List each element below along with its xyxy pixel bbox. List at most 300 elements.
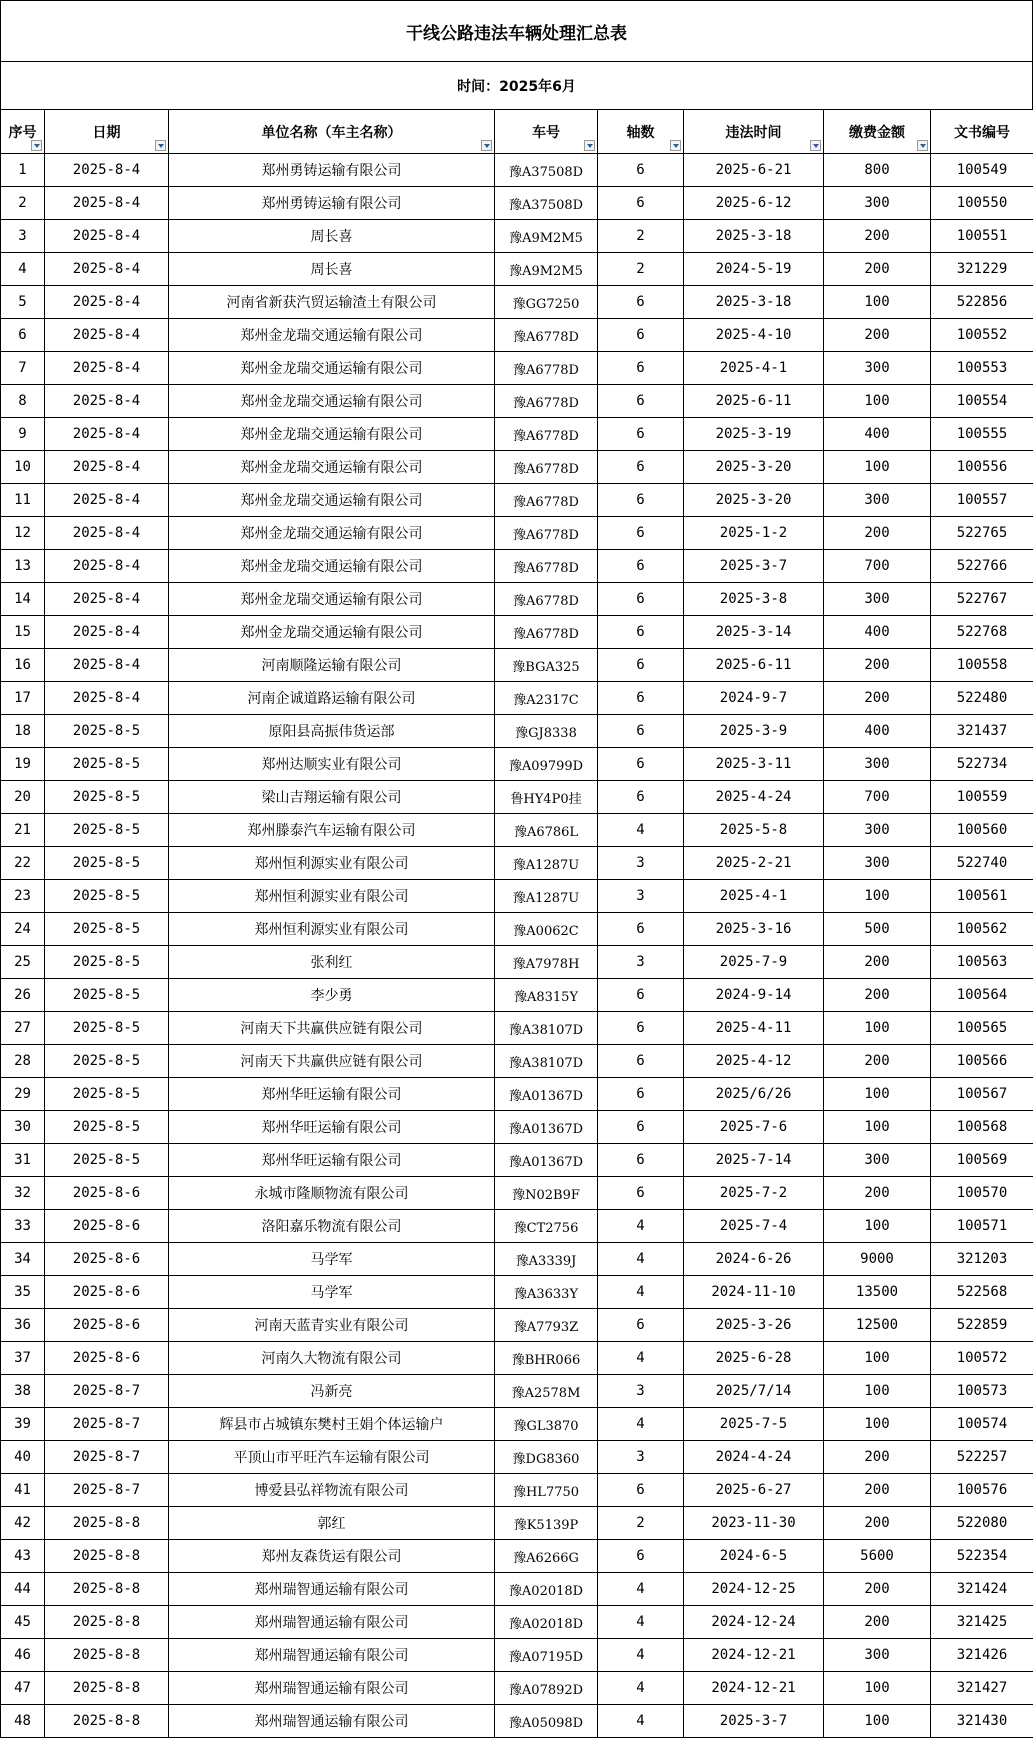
row-owner-cell[interactable]: 马学军 bbox=[169, 1276, 495, 1309]
row-doc-no-cell[interactable]: 100563 bbox=[931, 946, 1033, 979]
row-plate-cell[interactable]: 豫A6778D bbox=[495, 517, 598, 550]
row-doc-no-cell[interactable]: 522859 bbox=[931, 1309, 1033, 1342]
row-owner-cell[interactable]: 郑州瑞智通运输有限公司 bbox=[169, 1705, 495, 1738]
row-doc-no-cell[interactable]: 321424 bbox=[931, 1573, 1033, 1606]
row-date-cell[interactable]: 2025-8-5 bbox=[45, 814, 169, 847]
row-axles-cell[interactable]: 6 bbox=[598, 1078, 684, 1111]
row-violation-time-cell[interactable]: 2024-9-14 bbox=[684, 979, 824, 1012]
row-violation-time-cell[interactable]: 2024-12-25 bbox=[684, 1573, 824, 1606]
row-amount-cell[interactable]: 100 bbox=[824, 880, 931, 913]
row-axles-cell[interactable]: 2 bbox=[598, 253, 684, 286]
row-plate-cell[interactable]: 豫A01367D bbox=[495, 1144, 598, 1177]
row-violation-time-cell[interactable]: 2025-7-14 bbox=[684, 1144, 824, 1177]
row-owner-cell[interactable]: 博爱县弘祥物流有限公司 bbox=[169, 1474, 495, 1507]
row-axles-cell[interactable]: 6 bbox=[598, 748, 684, 781]
row-amount-cell[interactable]: 100 bbox=[824, 1111, 931, 1144]
row-amount-cell[interactable]: 200 bbox=[824, 1177, 931, 1210]
row-amount-cell[interactable]: 800 bbox=[824, 154, 931, 187]
row-date-cell[interactable]: 2025-8-8 bbox=[45, 1705, 169, 1738]
row-date-cell[interactable]: 2025-8-4 bbox=[45, 616, 169, 649]
row-plate-cell[interactable]: 豫A6778D bbox=[495, 583, 598, 616]
row-index-cell[interactable]: 11 bbox=[1, 484, 45, 517]
row-violation-time-cell[interactable]: 2024-12-21 bbox=[684, 1639, 824, 1672]
row-index-cell[interactable]: 10 bbox=[1, 451, 45, 484]
row-index-cell[interactable]: 24 bbox=[1, 913, 45, 946]
row-doc-no-cell[interactable]: 100572 bbox=[931, 1342, 1033, 1375]
row-date-cell[interactable]: 2025-8-5 bbox=[45, 946, 169, 979]
row-amount-cell[interactable]: 200 bbox=[824, 1573, 931, 1606]
row-date-cell[interactable]: 2025-8-4 bbox=[45, 385, 169, 418]
row-doc-no-cell[interactable]: 100561 bbox=[931, 880, 1033, 913]
row-axles-cell[interactable]: 6 bbox=[598, 715, 684, 748]
row-amount-cell[interactable]: 300 bbox=[824, 1639, 931, 1672]
row-violation-time-cell[interactable]: 2025-7-4 bbox=[684, 1210, 824, 1243]
row-date-cell[interactable]: 2025-8-5 bbox=[45, 715, 169, 748]
row-plate-cell[interactable]: 豫BHR066 bbox=[495, 1342, 598, 1375]
row-date-cell[interactable]: 2025-8-6 bbox=[45, 1276, 169, 1309]
row-doc-no-cell[interactable]: 522767 bbox=[931, 583, 1033, 616]
row-date-cell[interactable]: 2025-8-4 bbox=[45, 286, 169, 319]
row-date-cell[interactable]: 2025-8-7 bbox=[45, 1375, 169, 1408]
row-violation-time-cell[interactable]: 2025-6-11 bbox=[684, 649, 824, 682]
row-doc-no-cell[interactable]: 100555 bbox=[931, 418, 1033, 451]
row-violation-time-cell[interactable]: 2025-3-7 bbox=[684, 1705, 824, 1738]
row-index-cell[interactable]: 42 bbox=[1, 1507, 45, 1540]
row-owner-cell[interactable]: 永城市隆顺物流有限公司 bbox=[169, 1177, 495, 1210]
row-doc-no-cell[interactable]: 522480 bbox=[931, 682, 1033, 715]
row-amount-cell[interactable]: 300 bbox=[824, 814, 931, 847]
row-amount-cell[interactable]: 300 bbox=[824, 748, 931, 781]
row-amount-cell[interactable]: 300 bbox=[824, 583, 931, 616]
row-date-cell[interactable]: 2025-8-5 bbox=[45, 748, 169, 781]
row-plate-cell[interactable]: 豫A2317C bbox=[495, 682, 598, 715]
row-violation-time-cell[interactable]: 2024-11-10 bbox=[684, 1276, 824, 1309]
row-index-cell[interactable]: 28 bbox=[1, 1045, 45, 1078]
row-doc-no-cell[interactable]: 522354 bbox=[931, 1540, 1033, 1573]
row-amount-cell[interactable]: 200 bbox=[824, 649, 931, 682]
row-plate-cell[interactable]: 豫A3339J bbox=[495, 1243, 598, 1276]
row-doc-no-cell[interactable]: 522856 bbox=[931, 286, 1033, 319]
row-axles-cell[interactable]: 6 bbox=[598, 517, 684, 550]
row-axles-cell[interactable]: 6 bbox=[598, 583, 684, 616]
row-axles-cell[interactable]: 6 bbox=[598, 550, 684, 583]
row-owner-cell[interactable]: 郑州金龙瑞交通运输有限公司 bbox=[169, 616, 495, 649]
row-axles-cell[interactable]: 6 bbox=[598, 319, 684, 352]
row-doc-no-cell[interactable]: 100562 bbox=[931, 913, 1033, 946]
row-axles-cell[interactable]: 3 bbox=[598, 847, 684, 880]
row-doc-no-cell[interactable]: 522768 bbox=[931, 616, 1033, 649]
row-index-cell[interactable]: 14 bbox=[1, 583, 45, 616]
row-amount-cell[interactable]: 300 bbox=[824, 1144, 931, 1177]
row-doc-no-cell[interactable]: 522765 bbox=[931, 517, 1033, 550]
row-violation-time-cell[interactable]: 2025-6-12 bbox=[684, 187, 824, 220]
row-doc-no-cell[interactable]: 100550 bbox=[931, 187, 1033, 220]
row-plate-cell[interactable]: 豫K5139P bbox=[495, 1507, 598, 1540]
row-amount-cell[interactable]: 400 bbox=[824, 616, 931, 649]
row-axles-cell[interactable]: 6 bbox=[598, 1012, 684, 1045]
row-date-cell[interactable]: 2025-8-4 bbox=[45, 550, 169, 583]
row-date-cell[interactable]: 2025-8-4 bbox=[45, 253, 169, 286]
filter-dropdown-icon[interactable] bbox=[584, 140, 595, 151]
row-plate-cell[interactable]: 豫A6778D bbox=[495, 484, 598, 517]
row-plate-cell[interactable]: 豫A38107D bbox=[495, 1012, 598, 1045]
row-plate-cell[interactable]: 豫A02018D bbox=[495, 1573, 598, 1606]
row-date-cell[interactable]: 2025-8-5 bbox=[45, 1078, 169, 1111]
row-index-cell[interactable]: 32 bbox=[1, 1177, 45, 1210]
row-doc-no-cell[interactable]: 100566 bbox=[931, 1045, 1033, 1078]
row-doc-no-cell[interactable]: 100569 bbox=[931, 1144, 1033, 1177]
row-axles-cell[interactable]: 3 bbox=[598, 1375, 684, 1408]
row-owner-cell[interactable]: 郑州瑞智通运输有限公司 bbox=[169, 1606, 495, 1639]
row-doc-no-cell[interactable]: 321229 bbox=[931, 253, 1033, 286]
row-plate-cell[interactable]: 豫A9M2M5 bbox=[495, 220, 598, 253]
row-doc-no-cell[interactable]: 100574 bbox=[931, 1408, 1033, 1441]
row-index-cell[interactable]: 39 bbox=[1, 1408, 45, 1441]
row-owner-cell[interactable]: 郑州华旺运输有限公司 bbox=[169, 1078, 495, 1111]
row-index-cell[interactable]: 12 bbox=[1, 517, 45, 550]
row-axles-cell[interactable]: 3 bbox=[598, 1441, 684, 1474]
row-index-cell[interactable]: 13 bbox=[1, 550, 45, 583]
row-amount-cell[interactable]: 300 bbox=[824, 187, 931, 220]
row-amount-cell[interactable]: 12500 bbox=[824, 1309, 931, 1342]
row-plate-cell[interactable]: 豫A0062C bbox=[495, 913, 598, 946]
row-violation-time-cell[interactable]: 2023-11-30 bbox=[684, 1507, 824, 1540]
row-axles-cell[interactable]: 4 bbox=[598, 1705, 684, 1738]
row-axles-cell[interactable]: 6 bbox=[598, 1144, 684, 1177]
row-index-cell[interactable]: 22 bbox=[1, 847, 45, 880]
row-owner-cell[interactable]: 郑州滕泰汽车运输有限公司 bbox=[169, 814, 495, 847]
row-date-cell[interactable]: 2025-8-8 bbox=[45, 1672, 169, 1705]
row-violation-time-cell[interactable]: 2025-1-2 bbox=[684, 517, 824, 550]
filter-dropdown-icon[interactable] bbox=[481, 140, 492, 151]
row-date-cell[interactable]: 2025-8-4 bbox=[45, 352, 169, 385]
row-amount-cell[interactable]: 100 bbox=[824, 1705, 931, 1738]
row-owner-cell[interactable]: 郑州达顺实业有限公司 bbox=[169, 748, 495, 781]
row-doc-no-cell[interactable]: 100557 bbox=[931, 484, 1033, 517]
row-index-cell[interactable]: 43 bbox=[1, 1540, 45, 1573]
row-owner-cell[interactable]: 河南企诚道路运输有限公司 bbox=[169, 682, 495, 715]
filter-dropdown-icon[interactable] bbox=[31, 140, 42, 151]
row-plate-cell[interactable]: 豫HL7750 bbox=[495, 1474, 598, 1507]
row-axles-cell[interactable]: 6 bbox=[598, 913, 684, 946]
row-violation-time-cell[interactable]: 2025-6-21 bbox=[684, 154, 824, 187]
row-violation-time-cell[interactable]: 2025/7/14 bbox=[684, 1375, 824, 1408]
row-axles-cell[interactable]: 6 bbox=[598, 418, 684, 451]
row-violation-time-cell[interactable]: 2024-12-21 bbox=[684, 1672, 824, 1705]
row-date-cell[interactable]: 2025-8-6 bbox=[45, 1210, 169, 1243]
row-amount-cell[interactable]: 100 bbox=[824, 286, 931, 319]
row-plate-cell[interactable]: 豫A7793Z bbox=[495, 1309, 598, 1342]
row-axles-cell[interactable]: 6 bbox=[598, 286, 684, 319]
row-axles-cell[interactable]: 6 bbox=[598, 1540, 684, 1573]
row-amount-cell[interactable]: 200 bbox=[824, 517, 931, 550]
filter-dropdown-icon[interactable] bbox=[810, 140, 821, 151]
row-violation-time-cell[interactable]: 2024-12-24 bbox=[684, 1606, 824, 1639]
row-violation-time-cell[interactable]: 2025-3-19 bbox=[684, 418, 824, 451]
row-plate-cell[interactable]: 豫A8315Y bbox=[495, 979, 598, 1012]
row-violation-time-cell[interactable]: 2025-3-14 bbox=[684, 616, 824, 649]
row-violation-time-cell[interactable]: 2025-6-27 bbox=[684, 1474, 824, 1507]
row-plate-cell[interactable]: 豫A6266G bbox=[495, 1540, 598, 1573]
row-plate-cell[interactable]: 豫A6778D bbox=[495, 319, 598, 352]
row-date-cell[interactable]: 2025-8-4 bbox=[45, 517, 169, 550]
row-owner-cell[interactable]: 郑州瑞智通运输有限公司 bbox=[169, 1573, 495, 1606]
row-plate-cell[interactable]: 豫A6778D bbox=[495, 616, 598, 649]
row-violation-time-cell[interactable]: 2024-9-7 bbox=[684, 682, 824, 715]
row-axles-cell[interactable]: 6 bbox=[598, 154, 684, 187]
row-axles-cell[interactable]: 4 bbox=[598, 814, 684, 847]
row-index-cell[interactable]: 4 bbox=[1, 253, 45, 286]
row-owner-cell[interactable]: 郑州金龙瑞交通运输有限公司 bbox=[169, 418, 495, 451]
row-index-cell[interactable]: 2 bbox=[1, 187, 45, 220]
row-date-cell[interactable]: 2025-8-6 bbox=[45, 1243, 169, 1276]
row-doc-no-cell[interactable]: 522734 bbox=[931, 748, 1033, 781]
row-index-cell[interactable]: 1 bbox=[1, 154, 45, 187]
row-doc-no-cell[interactable]: 100554 bbox=[931, 385, 1033, 418]
row-violation-time-cell[interactable]: 2025-4-12 bbox=[684, 1045, 824, 1078]
row-doc-no-cell[interactable]: 100564 bbox=[931, 979, 1033, 1012]
row-axles-cell[interactable]: 3 bbox=[598, 880, 684, 913]
row-axles-cell[interactable]: 2 bbox=[598, 1507, 684, 1540]
row-doc-no-cell[interactable]: 522568 bbox=[931, 1276, 1033, 1309]
row-owner-cell[interactable]: 郑州友森货运有限公司 bbox=[169, 1540, 495, 1573]
row-index-cell[interactable]: 36 bbox=[1, 1309, 45, 1342]
row-owner-cell[interactable]: 冯新亮 bbox=[169, 1375, 495, 1408]
row-plate-cell[interactable]: 豫DG8360 bbox=[495, 1441, 598, 1474]
row-axles-cell[interactable]: 6 bbox=[598, 484, 684, 517]
row-owner-cell[interactable]: 河南省新获汽贸运输渣土有限公司 bbox=[169, 286, 495, 319]
row-amount-cell[interactable]: 5600 bbox=[824, 1540, 931, 1573]
row-doc-no-cell[interactable]: 321437 bbox=[931, 715, 1033, 748]
row-axles-cell[interactable]: 6 bbox=[598, 1474, 684, 1507]
row-owner-cell[interactable]: 梁山吉翔运输有限公司 bbox=[169, 781, 495, 814]
row-amount-cell[interactable]: 700 bbox=[824, 781, 931, 814]
row-amount-cell[interactable]: 500 bbox=[824, 913, 931, 946]
row-amount-cell[interactable]: 200 bbox=[824, 979, 931, 1012]
row-plate-cell[interactable]: 豫A07195D bbox=[495, 1639, 598, 1672]
row-owner-cell[interactable]: 郑州勇铸运输有限公司 bbox=[169, 187, 495, 220]
row-date-cell[interactable]: 2025-8-5 bbox=[45, 1144, 169, 1177]
row-violation-time-cell[interactable]: 2025-6-28 bbox=[684, 1342, 824, 1375]
row-plate-cell[interactable]: 豫A02018D bbox=[495, 1606, 598, 1639]
row-violation-time-cell[interactable]: 2024-5-19 bbox=[684, 253, 824, 286]
row-violation-time-cell[interactable]: 2025-7-9 bbox=[684, 946, 824, 979]
row-date-cell[interactable]: 2025-8-4 bbox=[45, 319, 169, 352]
row-index-cell[interactable]: 37 bbox=[1, 1342, 45, 1375]
row-index-cell[interactable]: 33 bbox=[1, 1210, 45, 1243]
row-owner-cell[interactable]: 郭红 bbox=[169, 1507, 495, 1540]
row-axles-cell[interactable]: 4 bbox=[598, 1672, 684, 1705]
row-index-cell[interactable]: 34 bbox=[1, 1243, 45, 1276]
row-doc-no-cell[interactable]: 522257 bbox=[931, 1441, 1033, 1474]
row-plate-cell[interactable]: 豫A6786L bbox=[495, 814, 598, 847]
row-violation-time-cell[interactable]: 2025-7-2 bbox=[684, 1177, 824, 1210]
row-axles-cell[interactable]: 4 bbox=[598, 1210, 684, 1243]
row-date-cell[interactable]: 2025-8-8 bbox=[45, 1573, 169, 1606]
row-owner-cell[interactable]: 郑州金龙瑞交通运输有限公司 bbox=[169, 517, 495, 550]
row-doc-no-cell[interactable]: 100576 bbox=[931, 1474, 1033, 1507]
row-amount-cell[interactable]: 300 bbox=[824, 847, 931, 880]
row-doc-no-cell[interactable]: 100556 bbox=[931, 451, 1033, 484]
row-plate-cell[interactable]: 豫A38107D bbox=[495, 1045, 598, 1078]
row-owner-cell[interactable]: 郑州恒利源实业有限公司 bbox=[169, 913, 495, 946]
row-axles-cell[interactable]: 6 bbox=[598, 1309, 684, 1342]
row-amount-cell[interactable]: 100 bbox=[824, 1672, 931, 1705]
row-amount-cell[interactable]: 13500 bbox=[824, 1276, 931, 1309]
row-amount-cell[interactable]: 100 bbox=[824, 1375, 931, 1408]
row-date-cell[interactable]: 2025-8-5 bbox=[45, 1012, 169, 1045]
row-doc-no-cell[interactable]: 100571 bbox=[931, 1210, 1033, 1243]
row-plate-cell[interactable]: 豫A05098D bbox=[495, 1705, 598, 1738]
row-violation-time-cell[interactable]: 2025-3-11 bbox=[684, 748, 824, 781]
row-plate-cell[interactable]: 豫A6778D bbox=[495, 352, 598, 385]
row-plate-cell[interactable]: 豫A6778D bbox=[495, 451, 598, 484]
row-plate-cell[interactable]: 豫A2578M bbox=[495, 1375, 598, 1408]
row-owner-cell[interactable]: 辉县市占城镇东樊村王娟个体运输户 bbox=[169, 1408, 495, 1441]
row-violation-time-cell[interactable]: 2024-4-24 bbox=[684, 1441, 824, 1474]
row-axles-cell[interactable]: 4 bbox=[598, 1606, 684, 1639]
row-index-cell[interactable]: 21 bbox=[1, 814, 45, 847]
row-index-cell[interactable]: 17 bbox=[1, 682, 45, 715]
row-plate-cell[interactable]: 豫A07892D bbox=[495, 1672, 598, 1705]
row-doc-no-cell[interactable]: 321430 bbox=[931, 1705, 1033, 1738]
row-owner-cell[interactable]: 原阳县高振伟货运部 bbox=[169, 715, 495, 748]
row-date-cell[interactable]: 2025-8-4 bbox=[45, 649, 169, 682]
row-index-cell[interactable]: 15 bbox=[1, 616, 45, 649]
row-plate-cell[interactable]: 豫GL3870 bbox=[495, 1408, 598, 1441]
row-axles-cell[interactable]: 6 bbox=[598, 352, 684, 385]
row-owner-cell[interactable]: 郑州金龙瑞交通运输有限公司 bbox=[169, 451, 495, 484]
row-index-cell[interactable]: 47 bbox=[1, 1672, 45, 1705]
row-violation-time-cell[interactable]: 2025/6/26 bbox=[684, 1078, 824, 1111]
row-violation-time-cell[interactable]: 2025-3-8 bbox=[684, 583, 824, 616]
row-owner-cell[interactable]: 郑州金龙瑞交通运输有限公司 bbox=[169, 550, 495, 583]
row-axles-cell[interactable]: 6 bbox=[598, 1111, 684, 1144]
row-violation-time-cell[interactable]: 2025-4-11 bbox=[684, 1012, 824, 1045]
row-violation-time-cell[interactable]: 2025-7-6 bbox=[684, 1111, 824, 1144]
row-date-cell[interactable]: 2025-8-4 bbox=[45, 451, 169, 484]
row-plate-cell[interactable]: 豫N02B9F bbox=[495, 1177, 598, 1210]
row-amount-cell[interactable]: 700 bbox=[824, 550, 931, 583]
row-amount-cell[interactable]: 400 bbox=[824, 715, 931, 748]
row-axles-cell[interactable]: 3 bbox=[598, 946, 684, 979]
row-plate-cell[interactable]: 豫A9M2M5 bbox=[495, 253, 598, 286]
row-doc-no-cell[interactable]: 321203 bbox=[931, 1243, 1033, 1276]
row-owner-cell[interactable]: 河南顺隆运输有限公司 bbox=[169, 649, 495, 682]
row-amount-cell[interactable]: 100 bbox=[824, 1210, 931, 1243]
row-amount-cell[interactable]: 200 bbox=[824, 253, 931, 286]
row-owner-cell[interactable]: 郑州金龙瑞交通运输有限公司 bbox=[169, 352, 495, 385]
row-axles-cell[interactable]: 4 bbox=[598, 1342, 684, 1375]
row-index-cell[interactable]: 9 bbox=[1, 418, 45, 451]
row-plate-cell[interactable]: 豫A3633Y bbox=[495, 1276, 598, 1309]
row-amount-cell[interactable]: 200 bbox=[824, 1474, 931, 1507]
row-date-cell[interactable]: 2025-8-6 bbox=[45, 1342, 169, 1375]
row-owner-cell[interactable]: 郑州华旺运输有限公司 bbox=[169, 1111, 495, 1144]
row-plate-cell[interactable]: 鲁HY4P0挂 bbox=[495, 781, 598, 814]
row-amount-cell[interactable]: 200 bbox=[824, 1441, 931, 1474]
row-owner-cell[interactable]: 河南天蓝青实业有限公司 bbox=[169, 1309, 495, 1342]
row-date-cell[interactable]: 2025-8-5 bbox=[45, 913, 169, 946]
row-owner-cell[interactable]: 河南天下共赢供应链有限公司 bbox=[169, 1045, 495, 1078]
row-violation-time-cell[interactable]: 2025-4-1 bbox=[684, 352, 824, 385]
row-doc-no-cell[interactable]: 522080 bbox=[931, 1507, 1033, 1540]
row-index-cell[interactable]: 27 bbox=[1, 1012, 45, 1045]
row-amount-cell[interactable]: 200 bbox=[824, 319, 931, 352]
row-axles-cell[interactable]: 6 bbox=[598, 781, 684, 814]
row-index-cell[interactable]: 44 bbox=[1, 1573, 45, 1606]
row-axles-cell[interactable]: 4 bbox=[598, 1408, 684, 1441]
row-doc-no-cell[interactable]: 522766 bbox=[931, 550, 1033, 583]
row-axles-cell[interactable]: 6 bbox=[598, 1177, 684, 1210]
row-amount-cell[interactable]: 200 bbox=[824, 1045, 931, 1078]
row-amount-cell[interactable]: 100 bbox=[824, 1012, 931, 1045]
row-axles-cell[interactable]: 4 bbox=[598, 1573, 684, 1606]
row-index-cell[interactable]: 48 bbox=[1, 1705, 45, 1738]
row-plate-cell[interactable]: 豫A6778D bbox=[495, 385, 598, 418]
row-date-cell[interactable]: 2025-8-6 bbox=[45, 1309, 169, 1342]
row-index-cell[interactable]: 16 bbox=[1, 649, 45, 682]
row-plate-cell[interactable]: 豫GG7250 bbox=[495, 286, 598, 319]
row-plate-cell[interactable]: 豫A1287U bbox=[495, 847, 598, 880]
row-violation-time-cell[interactable]: 2025-3-20 bbox=[684, 484, 824, 517]
row-owner-cell[interactable]: 郑州瑞智通运输有限公司 bbox=[169, 1639, 495, 1672]
row-axles-cell[interactable]: 6 bbox=[598, 451, 684, 484]
row-plate-cell[interactable]: 豫A6778D bbox=[495, 418, 598, 451]
row-axles-cell[interactable]: 6 bbox=[598, 385, 684, 418]
row-doc-no-cell[interactable]: 100552 bbox=[931, 319, 1033, 352]
row-violation-time-cell[interactable]: 2025-3-26 bbox=[684, 1309, 824, 1342]
row-amount-cell[interactable]: 200 bbox=[824, 220, 931, 253]
row-date-cell[interactable]: 2025-8-8 bbox=[45, 1639, 169, 1672]
row-doc-no-cell[interactable]: 100553 bbox=[931, 352, 1033, 385]
row-amount-cell[interactable]: 200 bbox=[824, 1507, 931, 1540]
row-amount-cell[interactable]: 100 bbox=[824, 1078, 931, 1111]
row-amount-cell[interactable]: 100 bbox=[824, 451, 931, 484]
row-index-cell[interactable]: 18 bbox=[1, 715, 45, 748]
row-doc-no-cell[interactable]: 100570 bbox=[931, 1177, 1033, 1210]
row-amount-cell[interactable]: 200 bbox=[824, 682, 931, 715]
row-plate-cell[interactable]: 豫A6778D bbox=[495, 550, 598, 583]
row-owner-cell[interactable]: 河南久大物流有限公司 bbox=[169, 1342, 495, 1375]
row-index-cell[interactable]: 3 bbox=[1, 220, 45, 253]
row-plate-cell[interactable]: 豫A01367D bbox=[495, 1078, 598, 1111]
row-owner-cell[interactable]: 张利红 bbox=[169, 946, 495, 979]
row-violation-time-cell[interactable]: 2025-7-5 bbox=[684, 1408, 824, 1441]
row-axles-cell[interactable]: 6 bbox=[598, 649, 684, 682]
row-plate-cell[interactable]: 豫A37508D bbox=[495, 154, 598, 187]
row-index-cell[interactable]: 20 bbox=[1, 781, 45, 814]
row-violation-time-cell[interactable]: 2025-5-8 bbox=[684, 814, 824, 847]
row-index-cell[interactable]: 40 bbox=[1, 1441, 45, 1474]
row-doc-no-cell[interactable]: 100559 bbox=[931, 781, 1033, 814]
row-date-cell[interactable]: 2025-8-8 bbox=[45, 1540, 169, 1573]
row-date-cell[interactable]: 2025-8-4 bbox=[45, 220, 169, 253]
row-doc-no-cell[interactable]: 100573 bbox=[931, 1375, 1033, 1408]
row-axles-cell[interactable]: 4 bbox=[598, 1243, 684, 1276]
row-amount-cell[interactable]: 100 bbox=[824, 1342, 931, 1375]
row-violation-time-cell[interactable]: 2025-3-9 bbox=[684, 715, 824, 748]
row-plate-cell[interactable]: 豫A1287U bbox=[495, 880, 598, 913]
row-plate-cell[interactable]: 豫BGA325 bbox=[495, 649, 598, 682]
row-date-cell[interactable]: 2025-8-5 bbox=[45, 847, 169, 880]
row-date-cell[interactable]: 2025-8-6 bbox=[45, 1177, 169, 1210]
row-violation-time-cell[interactable]: 2025-3-18 bbox=[684, 286, 824, 319]
row-index-cell[interactable]: 30 bbox=[1, 1111, 45, 1144]
row-doc-no-cell[interactable]: 100568 bbox=[931, 1111, 1033, 1144]
row-owner-cell[interactable]: 郑州金龙瑞交通运输有限公司 bbox=[169, 583, 495, 616]
row-owner-cell[interactable]: 洛阳嘉乐物流有限公司 bbox=[169, 1210, 495, 1243]
